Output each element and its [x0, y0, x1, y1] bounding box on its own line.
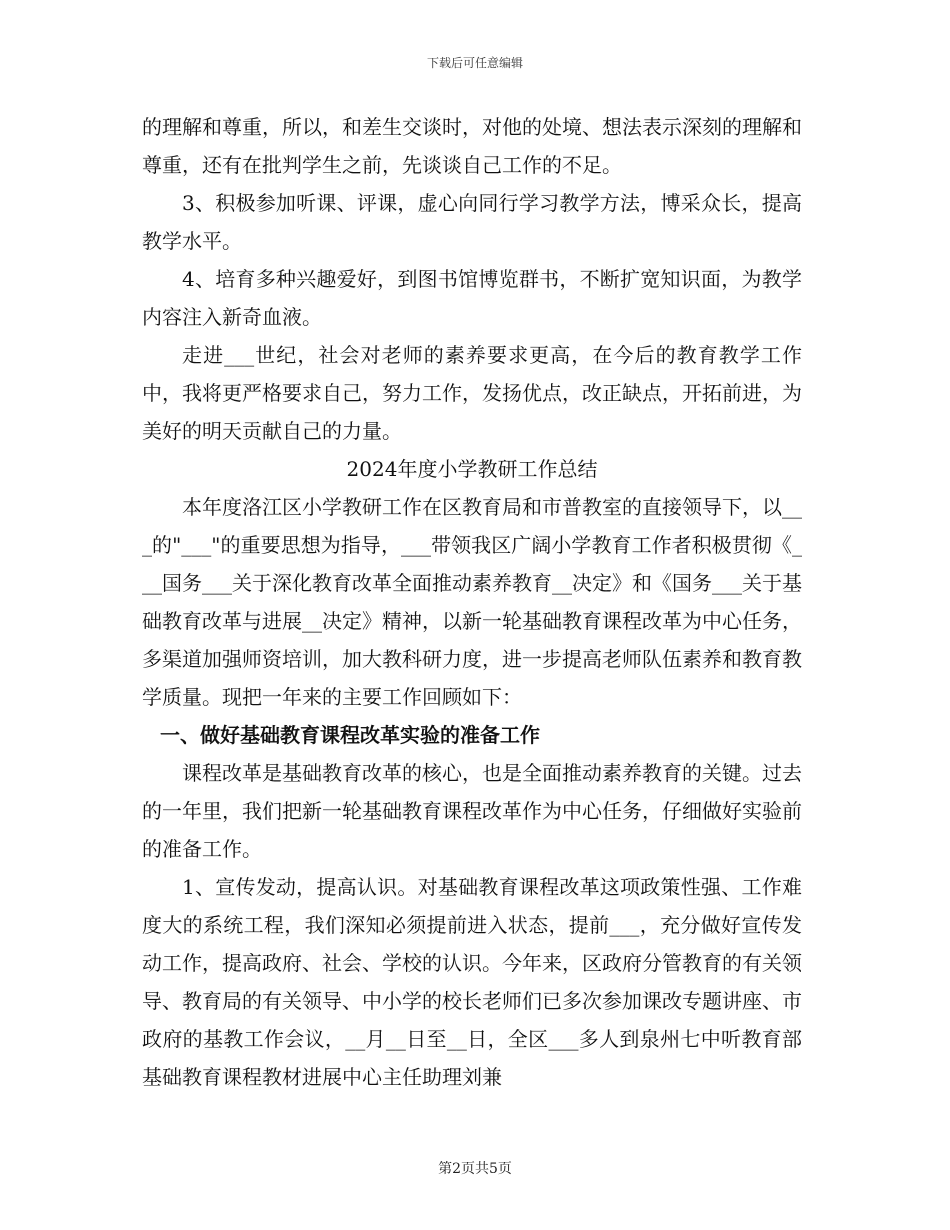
paragraph-continuation: 的理解和尊重，所以，和差生交谈时，对他的处境、想法表示深刻的理解和尊重，还有在批判学生之前，先谈谈自己工作的不足。	[142, 115, 802, 177]
document-title: 2024年度小学教研工作总结	[346, 457, 598, 481]
page-header: 下载后可任意编辑	[426, 56, 523, 70]
paragraph-item-3: 3、积极参加听课、评课，虚心向同行学习教学方法，博采众长，提高教学水平。	[142, 191, 802, 253]
section1-paragraph: 课程改革是基础教育改革的核心，也是全面推动素养教育的关键。过去的一年里，我们把新一轮基础教育课程改革作为中心任务，仔细做好实验前的准备工作。	[142, 761, 802, 861]
paragraph-intro: 本年度洛江区小学教研工作在区教育局和市普教室的直接领导下，以___的"___"的重要思想为指导，___带领我区广阔小学教育工作者积极贯彻《___国务___关于深化教育改革全面推动素养教育__决定》和《国务___关于基础教育改革与进展__决定》精神，以新一轮基础教育课程改革为中心任务，多渠道加强师资培训，加大教科研力度，进一步提高老师队伍素养和教育教学质量。现把一年来的主要工作回顾如下：	[142, 495, 802, 709]
page-footer: 第2页共5页	[438, 1161, 512, 1177]
document-body	[142, 108, 802, 1096]
paragraph-closing: 走进___世纪，社会对老师的素养要求更高，在今后的教育教学工作中，我将更严格要求自己，努力工作，发扬优点，改正缺点，开拓前进，为美好的明天贡献自己的力量。	[142, 343, 802, 443]
section-heading-1: 一、做好基础教育课程改革实验的准备工作	[160, 723, 540, 747]
section1-paragraph: 1、宣传发动，提高认识。对基础教育课程改革这项政策性强、工作难度大的系统工程，我们深知必须提前进入状态，提前___，充分做好宣传发动工作，提高政府、社会、学校的认识。今年来，区政府分管教育的有关领导、教育局的有关领导、中小学的校长老师们已多次参加课改专题讲座、市政府的基教工作会议，__月__日至__日，全区___多人到泉州七中听教育部基础教育课程教材进展中心主任助理刘兼	[142, 875, 802, 1089]
paragraph-item-4: 4、培育多种兴趣爱好，到图书馆博览群书，不断扩宽知识面，为教学内容注入新奇血液。	[142, 267, 802, 329]
